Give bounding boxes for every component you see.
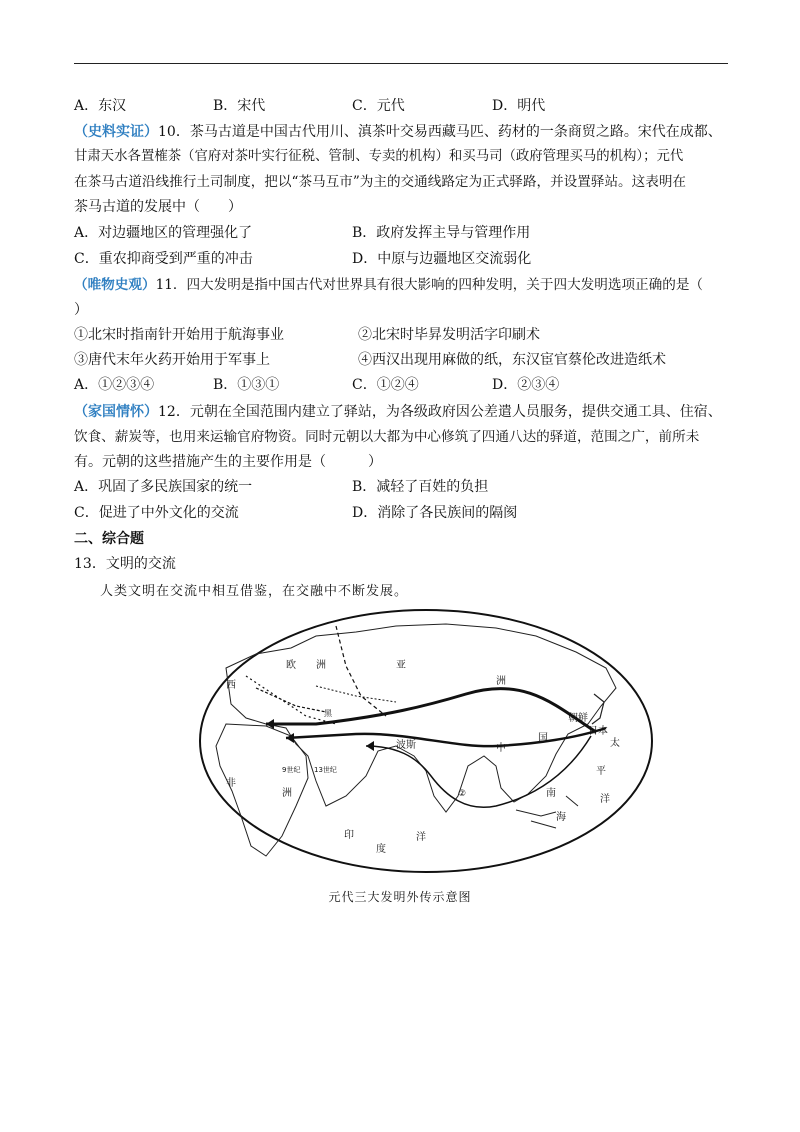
label-indian-1: 印 — [344, 830, 354, 841]
q13-intro: 人类文明在交流中相互借鉴，在交融中不断发展。 — [100, 584, 409, 599]
q12-line-2: 饮食、薪炭等，也用来运输官府物资。同时元朝以大都为中心修筑了四通八达的驿道，范围之广，前所未 — [74, 429, 700, 445]
label-black: 黑 — [324, 709, 332, 718]
q11-line-1 — [74, 276, 703, 294]
q11-item-4: ④西汉出现用麻做的纸，东汉宦官蔡伦改进造纸术 — [358, 352, 666, 368]
q11-item-2: ②北宋时毕昇发明活字印刷术 — [358, 327, 540, 343]
world-map — [196, 606, 656, 876]
q12-line-3: 有。元朝的这些措施产生的主要作用是（ ） — [74, 454, 382, 470]
label-asia-1: 亚 — [396, 660, 406, 671]
section-title: 二、综合题 — [74, 531, 144, 547]
label-africa-1: 非 — [226, 778, 236, 789]
label-9th-century: 9世纪 — [282, 766, 301, 774]
q9-option-c[interactable]: C．元代 — [352, 98, 405, 114]
q10-option-a[interactable]: A．对边疆地区的管理强化了 — [74, 225, 253, 241]
q11-text-1: 11．四大发明是指中国古代对世界具有很大影响的四种发明，关于四大发明选项正确的是（ — [155, 277, 704, 293]
q11-option-d[interactable]: D．②③④ — [492, 377, 560, 393]
q12-option-c[interactable]: C．促进了中外文化的交流 — [74, 505, 239, 521]
q12-option-d[interactable]: D．消除了各民族间的隔阂 — [352, 505, 518, 521]
label-africa-2: 洲 — [282, 788, 292, 799]
label-china: 中 — [496, 743, 506, 754]
q10-option-c[interactable]: C．重农抑商受到严重的冲击 — [74, 251, 253, 267]
q12-option-a[interactable]: A．巩固了多民族国家的统一 — [74, 479, 253, 495]
q12-text-1: 12．元朝在全国范围内建立了驿站，为各级政府因公差遣人员服务，提供交通工具、住宿、 — [158, 404, 722, 420]
q12-line-1 — [74, 403, 722, 421]
label-pacific-2: 平 — [596, 766, 606, 777]
label-guo: 国 — [538, 733, 548, 744]
q10-option-d[interactable]: D．中原与边疆地区交流弱化 — [352, 251, 532, 267]
q10-tag: （史料实证） — [74, 124, 158, 140]
q10-line-2: 甘肃天水各置榷茶（官府对茶叶实行征税、管制、专卖的机构）和买马司（政府管理买马的机构）；元代 — [74, 149, 684, 164]
q10-line-1 — [74, 123, 722, 141]
q11-option-a[interactable]: A．①②③④ — [74, 377, 155, 393]
q12-option-b[interactable]: B．减轻了百姓的负担 — [352, 479, 489, 495]
label-persia: 波斯 — [396, 740, 416, 751]
label-europe: 欧 洲 — [286, 660, 326, 671]
q9-option-d[interactable]: D．明代 — [492, 98, 546, 114]
label-west: 西 — [226, 680, 236, 691]
header-rule — [74, 63, 728, 64]
label-circle-2: ② — [458, 789, 467, 799]
label-pacific-1: 太 — [610, 738, 620, 749]
q11-option-b[interactable]: B．①③① — [213, 377, 280, 393]
q11-line-2: ） — [74, 302, 88, 318]
label-pacific-3: 洋 — [600, 794, 610, 805]
q10-line-4: 茶马古道的发展中（ ） — [74, 199, 242, 215]
map-caption: 元代三大发明外传示意图 — [328, 890, 472, 904]
q13-title: 13．文明的交流 — [74, 556, 176, 572]
q10-text-1: 10．茶马古道是中国古代用川、滇茶叶交易西藏马匹、药材的一条商贸之路。宋代在成都、 — [158, 124, 722, 140]
q12-tag: （家国情怀） — [74, 404, 158, 420]
label-nanhai-2: 海 — [556, 812, 566, 823]
q11-item-1: ①北宋时指南针开始用于航海事业 — [74, 327, 284, 343]
q9-option-a[interactable]: A．东汉 — [74, 98, 127, 114]
q10-option-b[interactable]: B．政府发挥主导与管理作用 — [352, 225, 531, 241]
q10-line-3: 在茶马古道沿线推行土司制度，把以“茶马互市”为主的交通线路定为正式驿路，并设置驿站。这表明在 — [74, 174, 687, 190]
q9-option-b[interactable]: B．宋代 — [213, 98, 266, 114]
q11-tag: （唯物史观） — [74, 277, 156, 293]
label-nanhai-1: 南 — [546, 788, 556, 799]
label-indian-3: 洋 — [416, 832, 426, 843]
label-asia-2: 洲 — [496, 676, 506, 687]
map-frame — [200, 610, 652, 872]
q11-option-c[interactable]: C．①②④ — [352, 377, 419, 393]
label-japan: 日本 — [588, 726, 608, 737]
label-korea: 朝鲜 — [568, 713, 588, 724]
q11-item-3: ③唐代末年火药开始用于军事上 — [74, 352, 270, 368]
label-13th-century: 13世纪 — [314, 766, 337, 774]
label-indian-2: 度 — [376, 844, 386, 855]
